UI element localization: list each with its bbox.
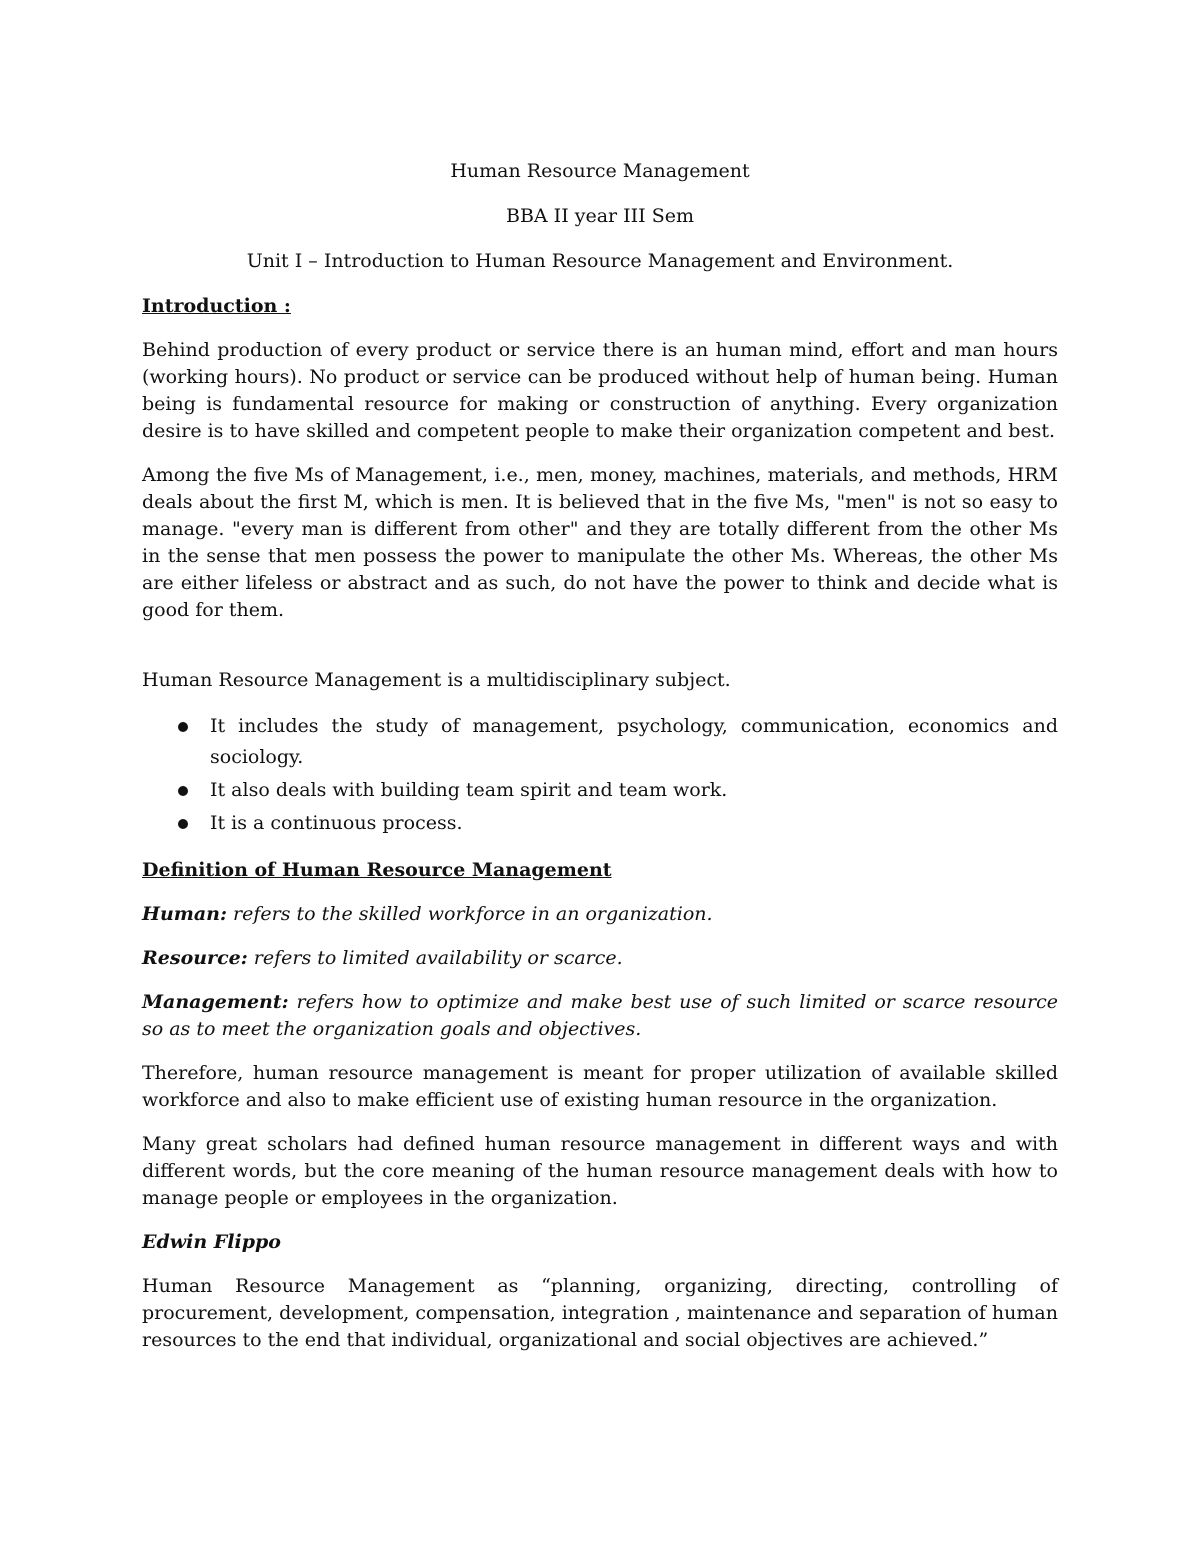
intro-paragraph-2: Among the five Ms of Management, i.e., men, money, machines, materials, and methods, HRM deals about the first M, which is men. It is believed that in the five Ms, "men" is not so easy to manage. "every man is different from other" and they are totally different from the other Ms in the sense that men possess the power to manipulate the other Ms. Whereas, the other Ms are either lifeless or abstract and as such, do not have the power to think and decide what is good for them.	[142, 464, 1058, 621]
term-resource	[142, 945, 1058, 972]
term-meaning: refers to limited availability or scarce.	[247, 947, 623, 969]
document-title: Human Resource Management	[450, 160, 750, 182]
definition-paragraph-2: Many great scholars had defined human resource management in different ways and with different words, but the core meaning of the human resource management deals with how to manage people or employees in the organization.	[142, 1133, 1058, 1209]
term-label: Human:	[142, 903, 228, 925]
bullet-icon	[178, 786, 188, 796]
definition-heading: Definition of Human Resource Management	[142, 859, 612, 881]
term-meaning: refers to the skilled workforce in an organization.	[227, 903, 713, 925]
term-label: Resource:	[142, 947, 248, 969]
intro-paragraph-1: Behind production of every product or service there is an human mind, effort and man hours (working hours). No product or service can be produced without help of human being. Human being is fundamental resource for making or construction of anything. Every organization desire is to have skilled and competent people to make their organization competent and best.	[142, 339, 1058, 442]
course-line: BBA II year III Sem	[506, 205, 694, 227]
definition-paragraph-1: Therefore, human resource management is meant for proper utilization of available skilled workforce and also to make efficient use of existing human resource in the organization.	[142, 1062, 1058, 1111]
term-human	[142, 901, 1058, 928]
blank-line	[142, 641, 1058, 667]
term-label: Management:	[142, 991, 289, 1013]
term-management	[142, 989, 1058, 1043]
list-item	[210, 775, 1058, 806]
list-item	[210, 808, 1058, 839]
term-meaning: refers how to optimize and make best use of such limited or scarce resource so as to meet the organization goals and objectives.	[142, 991, 1058, 1040]
unit-line: Unit I – Introduction to Human Resource Management and Environment.	[246, 250, 954, 272]
introduction-heading: Introduction :	[142, 295, 291, 317]
list-item-text: It is a continuous process.	[210, 812, 463, 834]
bullet-icon	[178, 819, 188, 829]
author-quote: Human Resource Management as “planning, organizing, directing, controlling of procurement, development, compensation, integration , maintenance and separation of human resources to the end that individual, organizational and social objectives are achieved.”	[142, 1275, 1058, 1351]
list-item	[210, 711, 1058, 773]
list-item-text: It also deals with building team spirit and team work.	[210, 779, 728, 801]
bullet-icon	[178, 722, 188, 732]
list-item-text: It includes the study of management, psychology, communication, economics and sociology.	[210, 715, 1058, 768]
author-name: Edwin Flippo	[142, 1231, 281, 1253]
intro-paragraph-3: Human Resource Management is a multidisciplinary subject.	[142, 669, 731, 691]
document-page	[142, 158, 1058, 1371]
bullet-list	[142, 711, 1058, 839]
